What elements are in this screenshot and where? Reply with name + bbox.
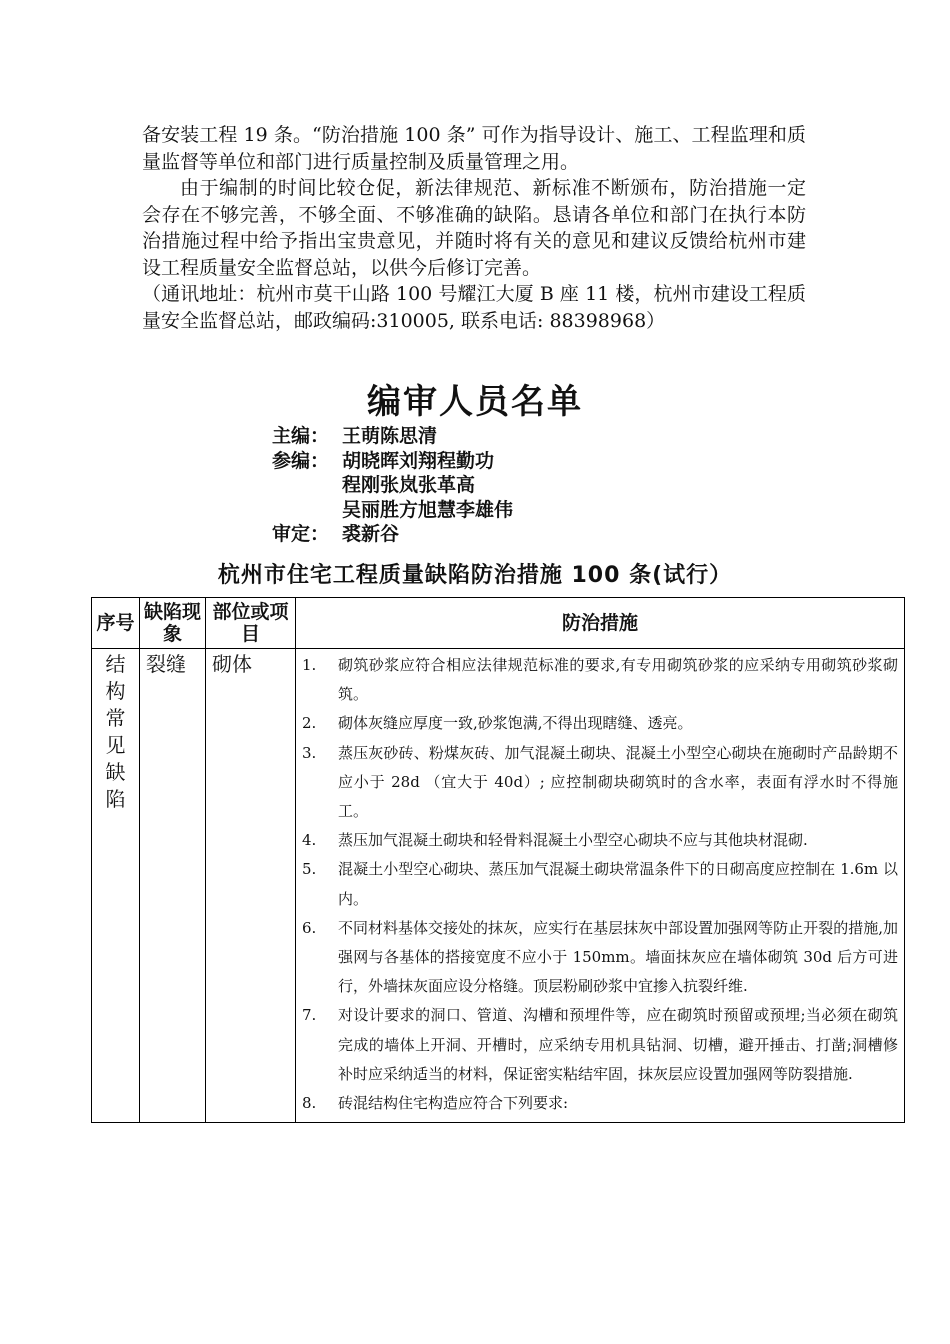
chief-editor-label: 主编： [272,425,330,447]
table-header-row [92,598,905,649]
chief-editor-row [272,424,513,449]
reviewer-row [272,522,513,547]
intro-section [142,122,806,334]
member-label: 参编： [272,449,330,472]
member-row [272,473,513,498]
header-measures: 防治措施 [296,598,905,649]
table-row [92,649,905,1123]
member-names: 吴丽胜方旭慧李雄伟 [342,498,514,521]
header-defect: 缺陷现象 [140,598,206,649]
reviewer-name: 裘新谷 [342,523,400,545]
contact-address: （通讯地址：杭州市莫干山路 100 号耀江大厦 B 座 11 楼，杭州市建设工程质量安全监督总站，邮政编码:310005, 联系电话: 88398968） [142,283,806,332]
measures-table [91,597,905,1123]
category-cell: 结 构 常 见 缺 陷 [92,649,140,1123]
location-cell: 砌体 [206,649,296,1123]
list-item: 6. 不同材料基体交接处的抹灰，应实行在基层抹灰中部设置加强网等防止开裂的措施,加强网与各基体的搭接宽度不应小于 150mm。墙面抹灰应在墙体砌筑 30d 后方可进行，外墙抹灰面应设分格缝。顶层粉刷砂浆中宜掺入抗裂纤维. [302,918,898,996]
measures-cell [296,649,905,1123]
header-location: 部位或项目 [206,598,296,649]
list-item: 7. 对设计要求的洞口、管道、沟槽和预埋件等，应在砌筑时预留或预埋;当必须在砌筑完成的墙体上开洞、开槽时，应采纳专用机具钻洞、切槽，避开捶击、打凿;洞槽修补时应采纳适当的材料，保证密实粘结牢固，抹灰层应设置加强网等防裂措施. [302,1006,898,1083]
list-item: 4. 蒸压加气混凝土砌块和轻骨料混凝土小型空心砌块不应与其他块材混砌. [302,831,808,850]
list-item: 3. 蒸压灰砂砖、粉煤灰砖、加气混凝土砌块、混凝土小型空心砌块在施砌时产品龄期不应小于 28d （宜大于 40d）; 应控制砌块砌筑时的含水率，表面有浮水时不得施工。 [302,743,898,821]
list-item: 5. 混凝土小型空心砌块、蒸压加气混凝土砌块常温条件下的日砌高度应控制在 1.6m 以内。 [302,860,898,908]
intro-paragraph-1: 备安装工程 19 条。“防治措施 100 条” 可作为指导设计、施工、工程监理和质量监督等单位和部门进行质量控制及质量管理之用。 [142,124,806,173]
editors-heading: 编审人员名单 [367,382,583,422]
measures-list [296,649,904,1122]
defect-cell: 裂缝 [140,649,206,1123]
chief-editor-names: 王萌陈思清 [342,425,438,447]
member-row [272,498,513,523]
member-names: 胡晓晖刘翔程勤功 [342,449,495,472]
document-title: 杭州市住宅工程质量缺陷防治措施 100 条(试行） [217,563,733,588]
member-names: 程刚张岚张革高 [342,474,476,496]
list-item: 2. 砌体灰缝应厚度一致,砂浆饱满,不得出现瞎缝、透亮。 [302,714,693,733]
intro-paragraph-2: 由于编制的时间比较仓促，新法律规范、新标准不断颁布，防治措施一定会存在不够完善，不够全面、不够准确的缺陷。恳请各单位和部门在执行本防治措施过程中给予指出宝贵意见，并随时将有关的意见和建议反馈给杭州市建设工程质量安全监督总站，以供今后修订完善。 [142,177,806,279]
list-item: 1. 砌筑砂浆应符合相应法律规范标准的要求,有专用砌筑砂浆的应采纳专用砌筑砂浆砌筑。 [302,656,898,704]
editors-list [272,424,513,547]
list-item: 8. 砖混结构住宅构造应符合下列要求: [302,1094,569,1113]
reviewer-label: 审定： [272,523,330,545]
member-row [272,449,513,474]
header-serial: 序号 [92,598,140,649]
